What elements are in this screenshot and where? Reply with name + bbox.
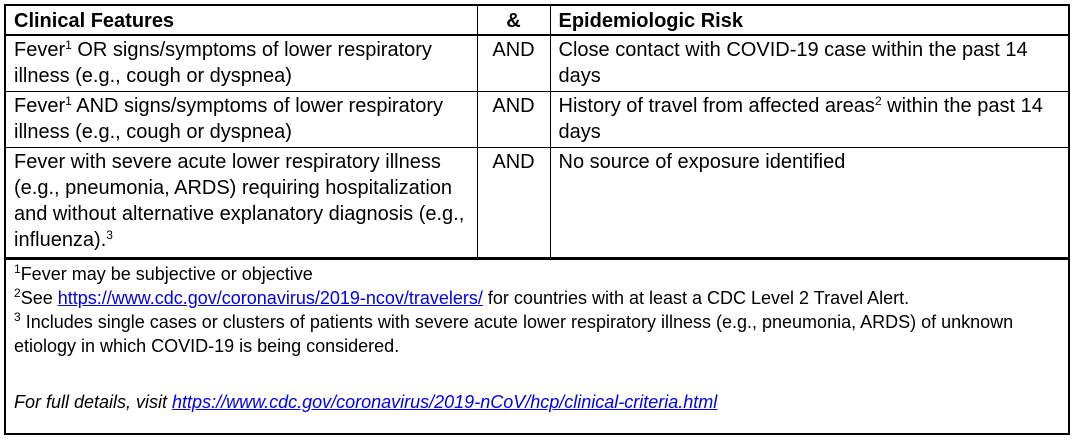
header-epidemiologic-risk: Epidemiologic Risk bbox=[550, 6, 1068, 35]
header-ampersand: & bbox=[477, 6, 550, 35]
criteria-frame bbox=[4, 4, 1070, 435]
footnote-marker: 1 bbox=[65, 94, 72, 108]
footnote-3 bbox=[14, 310, 1062, 358]
footnote-number: 2 bbox=[14, 286, 21, 300]
footnote-2 bbox=[14, 286, 1062, 310]
clinical-text-start: Fever with severe acute lower respiratory illness (e.g., pneumonia, ARDS) requiring hospitalization and without alternative explanatory diagnosis (e.g., influenza). bbox=[14, 151, 465, 251]
header-row bbox=[6, 6, 1068, 35]
table-row bbox=[6, 35, 1068, 92]
risk-text-start: Close contact with COVID-19 case within the past 14 days bbox=[558, 39, 1028, 87]
risk-text-start: No source of exposure identified bbox=[558, 151, 846, 173]
spacer bbox=[14, 358, 1062, 382]
footnote-number: 1 bbox=[14, 262, 21, 276]
risk-text-start: History of travel from affected areas bbox=[558, 95, 875, 117]
table-row bbox=[6, 92, 1068, 148]
full-details-line bbox=[14, 390, 1062, 414]
clinical-feature-cell bbox=[6, 148, 477, 258]
details-text: For full details, visit bbox=[14, 392, 173, 412]
epidemiologic-risk-cell bbox=[550, 92, 1068, 148]
operator-cell: AND bbox=[477, 148, 550, 258]
footnote-text: Includes single cases or clusters of patients with severe acute lower respiratory illness (e.g., pneumonia, ARDS) of unknown etiology in which COVID-19 is being considered. bbox=[14, 312, 1014, 356]
table-row bbox=[6, 148, 1068, 258]
footnote-marker: 1 bbox=[65, 38, 72, 52]
footnote-text: Fever may be subjective or objective bbox=[20, 264, 313, 284]
clinical-text-start: Fever bbox=[14, 95, 66, 117]
footnote-number: 3 bbox=[14, 310, 21, 324]
travelers-link[interactable]: https://www.cdc.gov/coronavirus/2019-ncov/travelers/ bbox=[57, 288, 483, 308]
criteria-table bbox=[6, 6, 1068, 258]
footnote-marker: 2 bbox=[874, 94, 882, 108]
operator-cell: AND bbox=[477, 92, 550, 148]
clinical-feature-cell bbox=[6, 35, 477, 92]
header-clinical-features: Clinical Features bbox=[6, 6, 477, 35]
footnote-text: for countries with at least a CDC Level 2 Travel Alert. bbox=[482, 288, 910, 308]
footnote-1 bbox=[14, 262, 1062, 286]
epidemiologic-risk-cell bbox=[550, 148, 1068, 258]
epidemiologic-risk-cell bbox=[550, 35, 1068, 92]
risk-text-end: within the past 14 days bbox=[558, 95, 1043, 143]
clinical-text-end: OR signs/symptoms of lower respiratory illness (e.g., cough or dyspnea) bbox=[14, 39, 432, 87]
clinical-text-start: Fever bbox=[14, 39, 66, 61]
footnote-marker: 3 bbox=[106, 228, 113, 242]
footnotes-section bbox=[6, 258, 1068, 414]
clinical-text-end: AND signs/symptoms of lower respiratory illness (e.g., cough or dyspnea) bbox=[14, 95, 444, 143]
operator-cell: AND bbox=[477, 35, 550, 92]
clinical-feature-cell bbox=[6, 92, 477, 148]
footnote-text: See bbox=[20, 288, 58, 308]
clinical-criteria-link[interactable]: https://www.cdc.gov/coronavirus/2019-nCoV/hcp/clinical-criteria.html bbox=[172, 392, 718, 412]
